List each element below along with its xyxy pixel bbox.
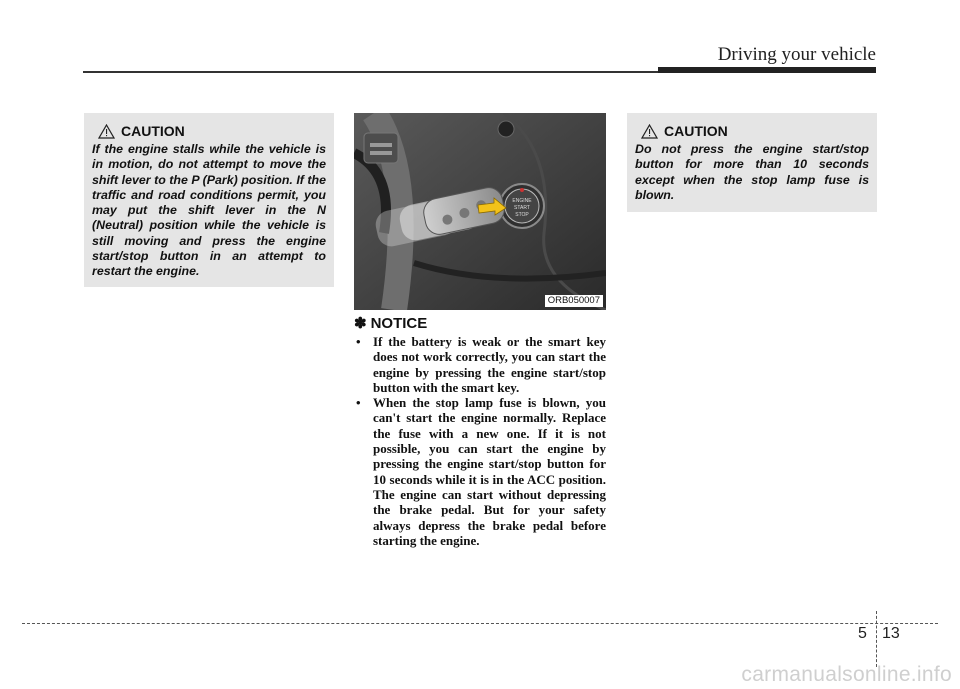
watermark-text: carmanualsonline.info <box>741 663 952 686</box>
page-number: 13 <box>882 625 900 642</box>
footer-rule <box>22 623 938 624</box>
notice-list <box>354 334 606 548</box>
header-rule <box>83 71 661 73</box>
notice-symbol-icon: ✽ <box>354 315 367 332</box>
caution-box-right <box>627 113 877 212</box>
caution-title: CAUTION <box>121 123 185 139</box>
section-number: 5 <box>858 625 867 642</box>
header-rule-accent <box>658 67 876 73</box>
warning-triangle-icon <box>641 124 658 139</box>
button-text-stop: STOP <box>515 212 529 218</box>
caution-heading <box>98 123 326 139</box>
notice-section <box>354 314 606 548</box>
notice-item-text: If the battery is weak or the smart key does not work correctly, you can start the engine by pressing the engine start/stop button with the smart key. <box>373 334 606 395</box>
steering-wheel-drawing <box>354 113 606 310</box>
caution-text: Do not press the engine start/stop button for more than 10 seconds except when the stop lamp fuse is blown. <box>635 142 869 202</box>
footer-divider <box>876 611 877 667</box>
caution-box-left <box>84 113 334 287</box>
warning-triangle-icon <box>98 124 115 139</box>
page-header-title: Driving your vehicle <box>717 44 876 65</box>
notice-item: • If the battery is weak or the smart key does not work correctly, you can start the engine by pressing the engine start/stop button with the smart key. <box>356 334 606 395</box>
caution-title: CAUTION <box>664 123 728 139</box>
caution-heading <box>641 123 869 139</box>
smart-key-illustration <box>354 113 606 310</box>
caution-text: If the engine stalls while the vehicle is in motion, do not attempt to move the shift lever to the P (Park) position. If the traffic and road conditions permit, you may put the shift lever in the N (Neutral) position while the vehicle is still moving and press the engine start/stop button in an attempt to restart the engine. <box>92 142 326 279</box>
notice-heading <box>354 314 606 332</box>
notice-item: • When the stop lamp fuse is blown, you can't start the engine normally. Replace the fuse with a new one. If it is not possible, you can start the engine by pressing the engine start/stop button for 10 seconds while it is in the ACC position. The engine can start without depressing the brake pedal. But for your safety always depress the brake pedal before starting the engine. <box>356 395 606 548</box>
button-text-start: START <box>514 205 530 211</box>
notice-title: NOTICE <box>370 314 428 332</box>
notice-item-text: When the stop lamp fuse is blown, you can't start the engine normally. Replace the fuse with a new one. If it is not possible, you can start the engine by pressing the engine start/stop button for 10 seconds while it is in the ACC position. The engine can start without depressing the brake pedal. But for your safety always depress the brake pedal before starting the engine. <box>373 395 606 548</box>
button-text-engine: ENGINE <box>512 198 532 204</box>
image-code-label: ORB050007 <box>545 295 603 307</box>
